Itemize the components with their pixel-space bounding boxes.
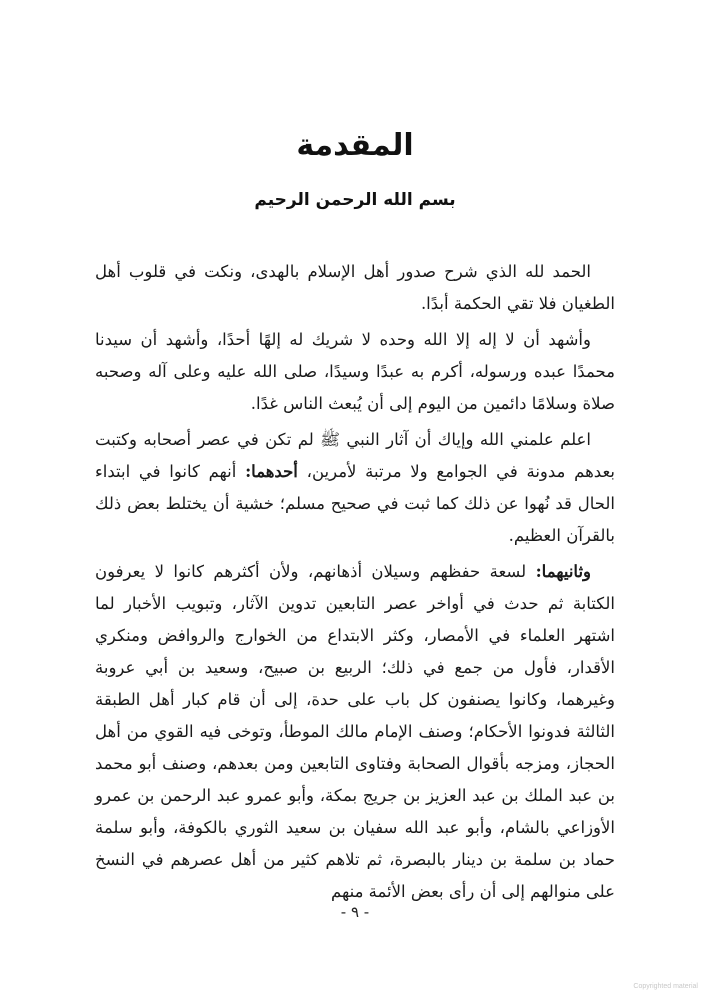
copyright-watermark: Copyrighted material [633, 983, 698, 990]
page-number: - ٩ - [340, 903, 370, 921]
basmala-heading: بسم الله الرحمن الرحيم [254, 190, 456, 210]
paragraph-shahada: وأشهد أن لا إله إلا الله وحده لا شريك له إلهًا أحدًا، وأشهد أن سيدنا محمدًا عبده ورسوله، أكرم به عبدًا وسيدًا، صلى الله عليه وعلى آله وصحبه صلاة وسلامًا دائمين من اليوم إلى أن يُبعث الناس غدًا. [95, 330, 615, 413]
paragraph-praise: الحمد لله الذي شرح صدور أهل الإسلام بالهدى، ونكت في قلوب أهل الطغيان فلا تقي الحكمة أبدًا. [95, 262, 615, 313]
paragraph-text: لسعة حفظهم وسيلان أذهانهم، ولأن أكثرهم كانوا لا يعرفون الكتابة ثم حدث في أواخر عصر التابعين تدوين الآثار، وتبويب الأخبار لما اشتهر العلماء في الأمصار، وكثر الابتداع من الخوارج والروافض ومنكري الأقدار، فأول من جمع في ذلك؛ الربيع بن صبيح، وسعيد بن أبي عروبة وغيرهما، وكانوا يصنفون كل باب على حدة، إلى أن قام كبار أهل الطبقة الثالثة فدونوا الأحكام؛ وصنف الإمام مالك الموطأ، وتوخى فيه القوي من أهل الحجاز، ومزجه بأقوال الصحابة وفتاوى التابعين ومن بعدهم، وصنف أبو محمد بن عبد الملك بن عبد العزيز بن جريج بمكة، وأبو عمرو عبد الرحمن بن عمرو الأوزاعي بالشام، وأبو عبد الله سفيان بن سعيد الثوري بالكوفة، وأبو سلمة حماد بن سلمة بن دينار بالبصرة، ثم تلاهم كثير من أهل عصرهم في النسخ على منوالهم إلى أن رأى بعض الأئمة منهم [95, 562, 615, 901]
paragraph-text: أنهم كانوا في ابتداء الحال قد نُهوا عن ذلك كما ثبت في صحيح مسلم؛ خشية أن يختلط بعض ذلك بالقرآن العظيم. [95, 462, 615, 545]
page-title: المقدمة [296, 128, 414, 164]
body-text [95, 256, 615, 912]
bold-term-first: أحدهما: [245, 462, 298, 481]
bold-term-second: وثانيهما: [535, 562, 591, 581]
paragraph-first-reason [95, 424, 615, 552]
paragraph-text: اعلم علمني الله وإياك أن آثار النبي ﷺ لم تكن في عصر أصحابه وكتبت بعدهم مدونة في الجوامع ولا مرتبة لأمرين، [95, 430, 616, 481]
paragraph-second-reason [95, 556, 615, 908]
